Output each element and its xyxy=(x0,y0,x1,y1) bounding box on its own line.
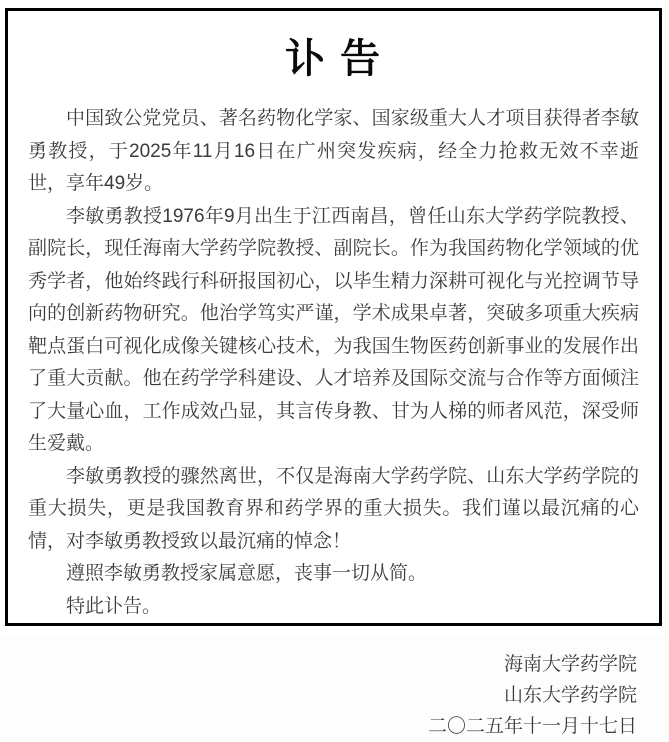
paragraph-death-announcement: 中国致公党党员、著名药物化学家、国家级重大人才项目获得者李敏勇教授，于2025年11月16日在广州突发疾病，经全力抢救无效不幸逝世，享年49岁。 xyxy=(28,108,639,194)
paragraph-biography: 李敏勇教授1976年9月出生于江西南昌，曾任山东大学药学院教授、副院长，现任海南大学药学院教授、副院长。作为我国药物化学领域的优秀学者，他始终践行科研报国初心，以毕生精力深耕可视化与光控调节导向的创新药物研究。他治学笃实严谨，学术成果卓著，突破多项重大疾病靶点蛋白可视化成像关键核心技术，为我国生物医药创新事业的发展作出了重大贡献。他在药学学科建设、人才培养及国际交流与合作等方面倾注了大量心血，工作成效凸显，其言传身教、甘为人梯的师者风范，深受师生爱戴。 xyxy=(28,205,639,454)
page-title: 讣 告 xyxy=(284,37,383,81)
signature-line-shandong: 山东大学药学院 xyxy=(503,685,637,706)
obituary-body xyxy=(28,103,639,623)
obituary-frame xyxy=(5,8,662,737)
paragraph-closing: 特此讣告。 xyxy=(66,595,162,617)
date-line: 二〇二五年十一月十七日 xyxy=(427,716,637,737)
paragraph-condolence: 李敏勇教授的骤然离世，不仅是海南大学药学院、山东大学药学院的重大损失，更是我国教育界和药学界的重大损失。我们谨以最沉痛的心情，对李敏勇教授致以最沉痛的悼念！ xyxy=(28,465,639,552)
signature-block xyxy=(28,649,639,742)
paragraph-funeral-arrangement: 遵照李敏勇教授家属意愿，丧事一切从简。 xyxy=(66,563,428,584)
signature-line-hainan: 海南大学药学院 xyxy=(503,654,637,675)
